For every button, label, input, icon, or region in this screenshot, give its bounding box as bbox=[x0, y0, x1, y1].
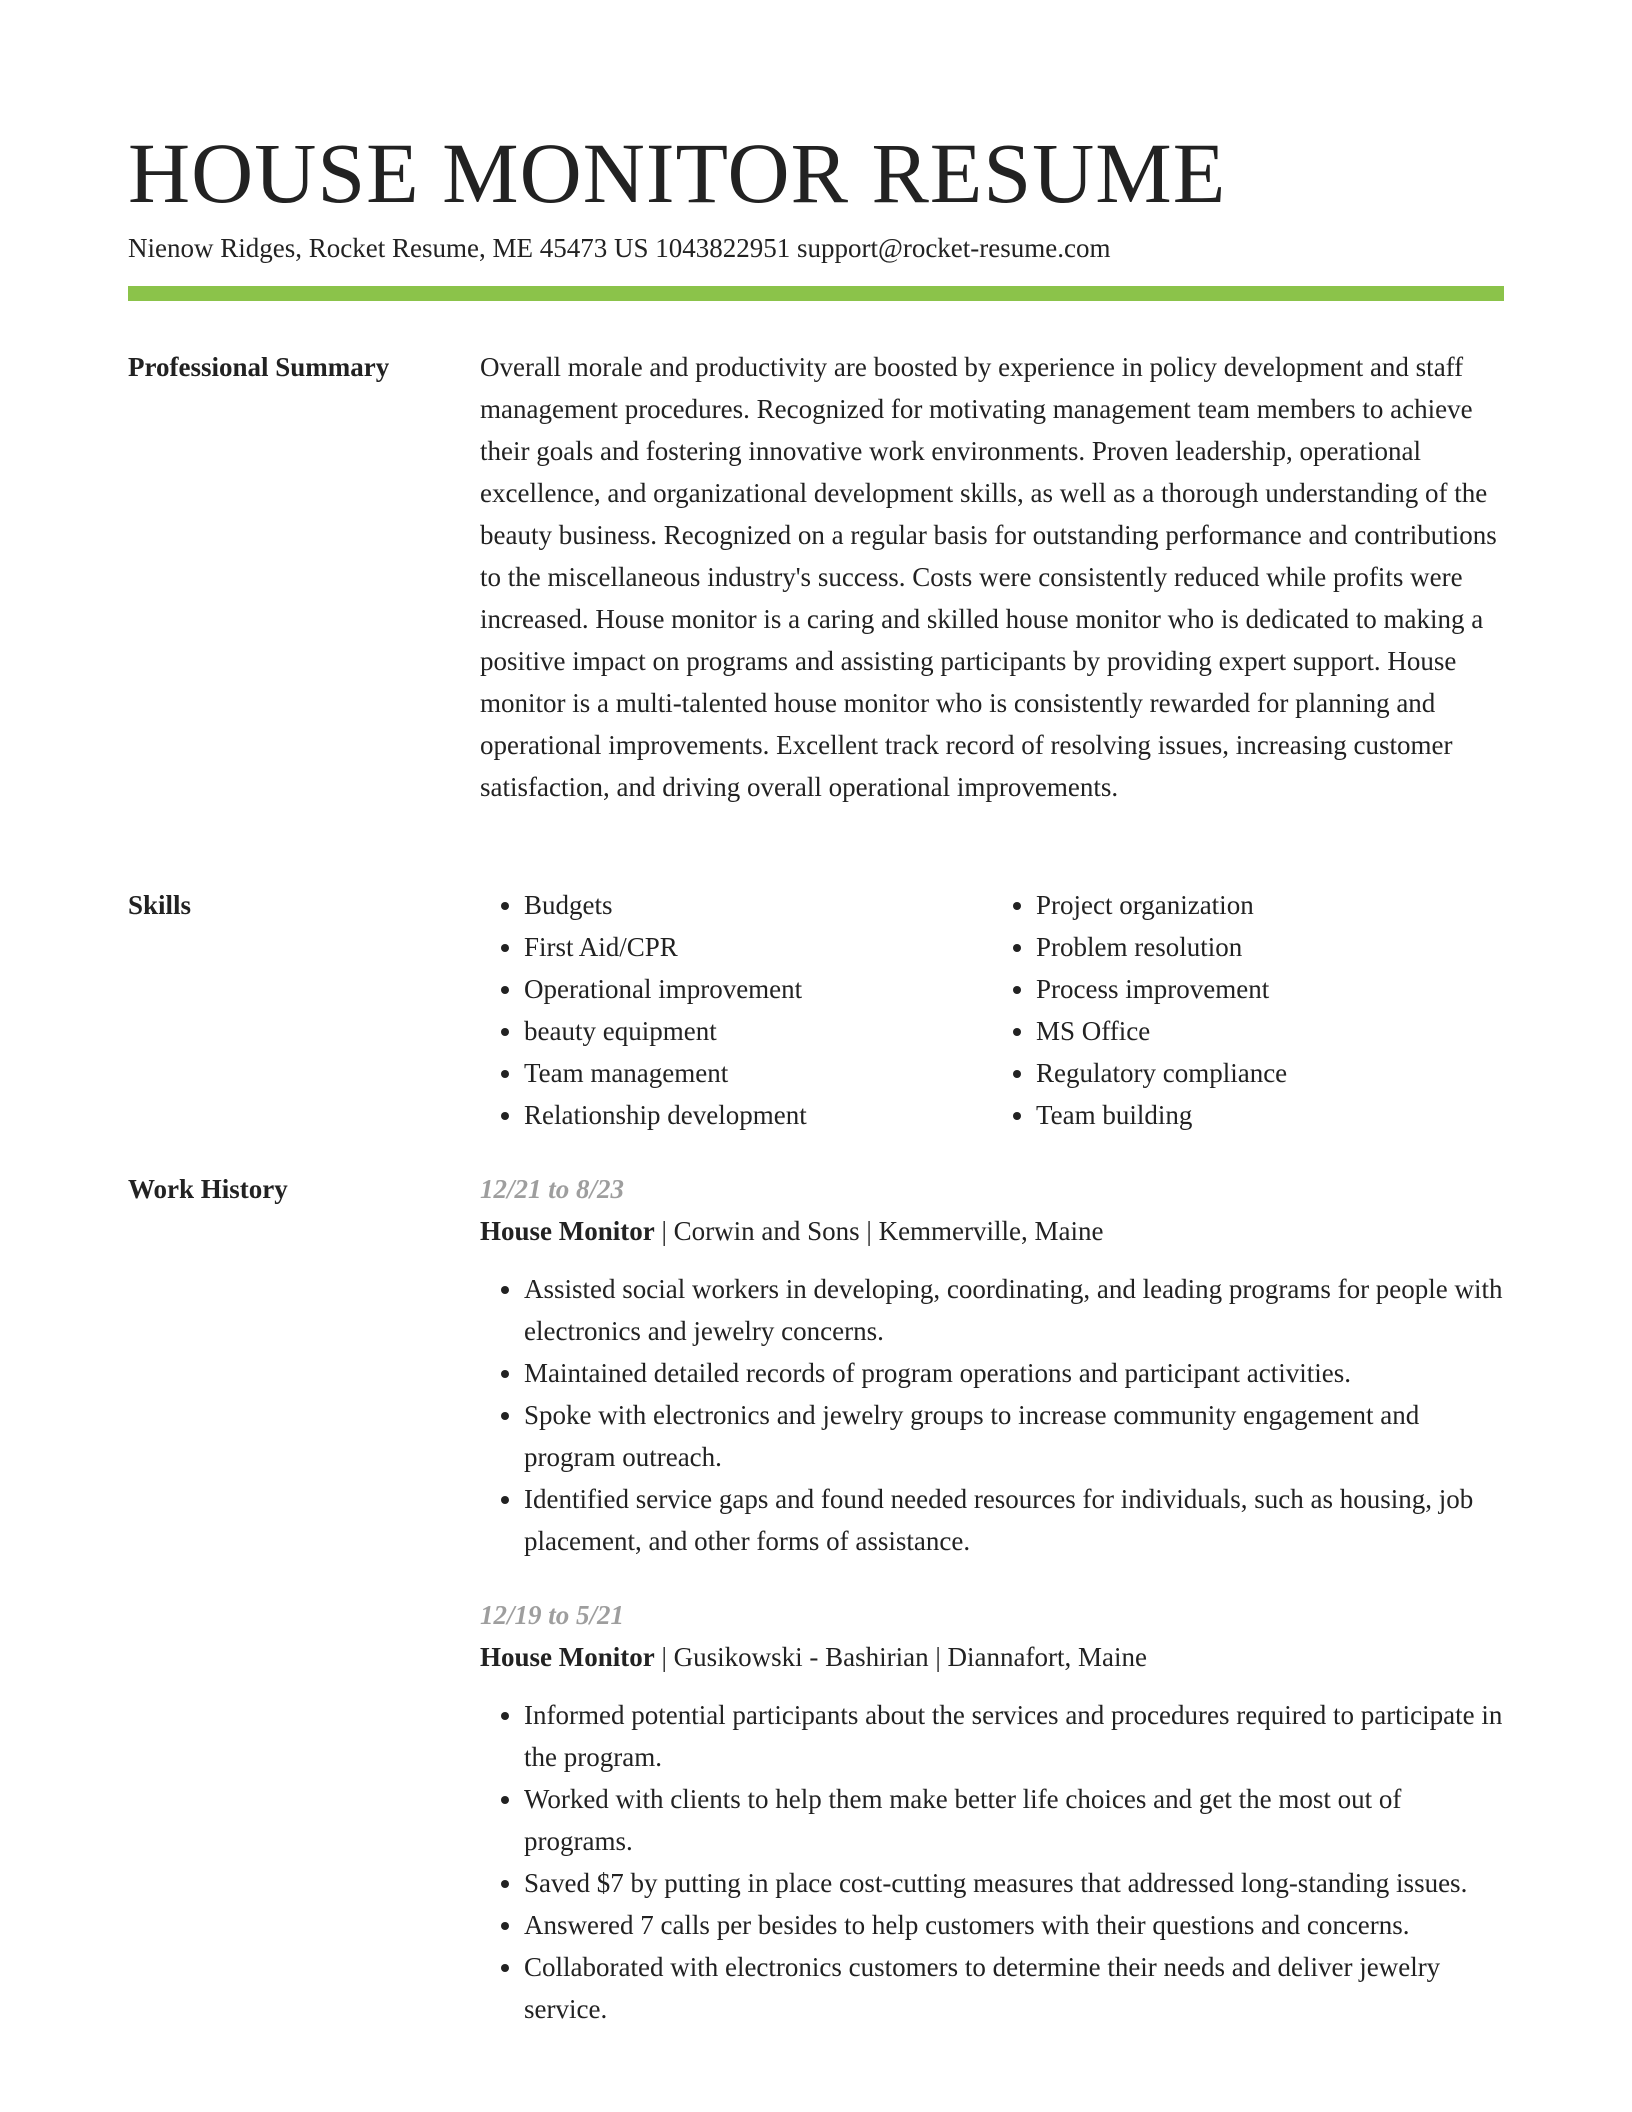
job-bullet: • Worked with clients to help them make better life choices and get the most out of programs. bbox=[524, 1778, 1504, 1862]
skill-item: • beauty equipment bbox=[524, 1010, 992, 1052]
skill-item: • Relationship development bbox=[524, 1094, 992, 1136]
resume-title: HOUSE MONITOR RESUME bbox=[128, 125, 1227, 221]
skill-item: • First Aid/CPR bbox=[524, 926, 992, 968]
skills-heading: Skills bbox=[128, 890, 192, 920]
job-title-line bbox=[480, 1636, 1504, 1678]
job-title: House Monitor bbox=[480, 1642, 655, 1672]
job-dates: 12/21 to 8/23 bbox=[480, 1174, 625, 1204]
job-employer-location: | Gusikowski - Bashirian | Diannafort, Maine bbox=[654, 1642, 1147, 1672]
header-accent-rule bbox=[128, 286, 1504, 301]
skill-item: • Problem resolution bbox=[1036, 926, 1504, 968]
job-bullet: • Answered 7 calls per besides to help customers with their questions and concerns. bbox=[524, 1904, 1504, 1946]
skills-list-right bbox=[992, 884, 1504, 1136]
summary-body bbox=[480, 346, 1504, 808]
job-bullets bbox=[480, 1268, 1504, 1562]
work-history-heading: Work History bbox=[128, 1174, 288, 1204]
work-history-body bbox=[480, 1168, 1504, 2030]
job-bullet: • Maintained detailed records of program operations and participant activities. bbox=[524, 1352, 1504, 1394]
job-entry bbox=[480, 1168, 1504, 1562]
job-bullet: • Collaborated with electronics customers to determine their needs and deliver jewelry service. bbox=[524, 1946, 1504, 2030]
skill-item: • Team building bbox=[1036, 1094, 1504, 1136]
job-entry bbox=[480, 1594, 1504, 2030]
job-dates: 12/19 to 5/21 bbox=[480, 1600, 625, 1630]
summary-text: Overall morale and productivity are boosted by experience in policy development and staff management procedures. Recognized for motivating management team members to achieve their goals and fostering innovative work environments. Proven leadership, operational excellence, and organizational development skills, as well as a thorough understanding of the beauty business. Recognized on a regular basis for outstanding performance and contributions to the miscellaneous industry's success. Costs were consistently reduced while profits were increased. House monitor is a caring and skilled house monitor who is dedicated to making a positive impact on programs and assisting participants by providing expert support. House monitor is a multi-talented house monitor who is consistently rewarded for planning and operational improvements. Excellent track record of resolving issues, increasing customer satisfaction, and driving overall operational improvements. bbox=[480, 352, 1497, 802]
skill-item: • Process improvement bbox=[1036, 968, 1504, 1010]
job-bullets bbox=[480, 1694, 1504, 2030]
skills-list-left bbox=[480, 884, 992, 1136]
skill-item: • Budgets bbox=[524, 884, 992, 926]
summary-heading: Professional Summary bbox=[128, 352, 390, 382]
job-employer-location: | Corwin and Sons | Kemmerville, Maine bbox=[654, 1216, 1104, 1246]
skill-item: • Operational improvement bbox=[524, 968, 992, 1010]
skills-body bbox=[480, 884, 1504, 1136]
contact-line: Nienow Ridges, Rocket Resume, ME 45473 US 1043822951 support@rocket-resume.com bbox=[128, 233, 1111, 263]
job-bullet: • Spoke with electronics and jewelry groups to increase community engagement and program outreach. bbox=[524, 1394, 1504, 1478]
skills-columns bbox=[480, 884, 1504, 1136]
skill-item: • Regulatory compliance bbox=[1036, 1052, 1504, 1094]
job-bullet: • Assisted social workers in developing, coordinating, and leading programs for people with electronics and jewelry concerns. bbox=[524, 1268, 1504, 1352]
skill-item: • Team management bbox=[524, 1052, 992, 1094]
job-title: House Monitor bbox=[480, 1216, 655, 1246]
skill-item: • MS Office bbox=[1036, 1010, 1504, 1052]
job-bullet: • Identified service gaps and found needed resources for individuals, such as housing, job placement, and other forms of assistance. bbox=[524, 1478, 1504, 1562]
job-bullet: • Saved $7 by putting in place cost-cutting measures that addressed long-standing issues. bbox=[524, 1862, 1504, 1904]
job-bullet: • Informed potential participants about the services and procedures required to participate in the program. bbox=[524, 1694, 1504, 1778]
skill-item: • Project organization bbox=[1036, 884, 1504, 926]
job-title-line bbox=[480, 1210, 1504, 1252]
